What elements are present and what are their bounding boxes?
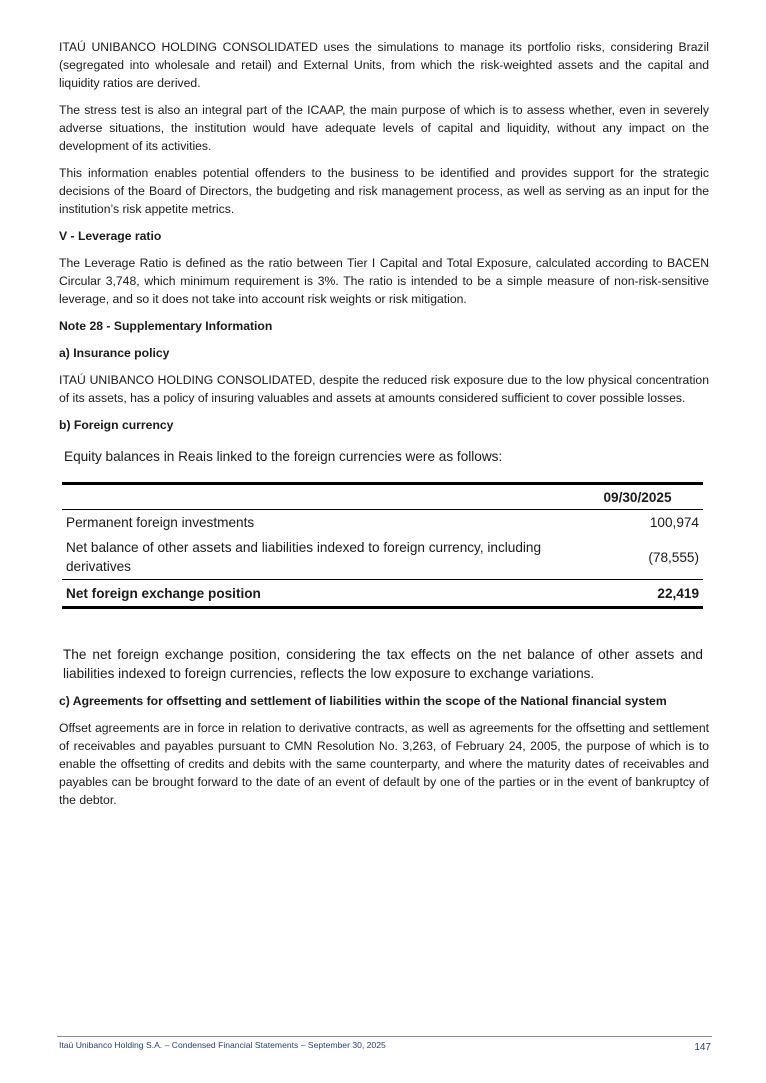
paragraph-equity-balances: Equity balances in Reais linked to the foreign currencies were as follows: [64, 449, 503, 464]
total-value: 22,419 [572, 580, 703, 608]
document-body [59, 38, 709, 818]
heading-insurance-policy: a) Insurance policy [59, 346, 170, 360]
paragraph-offsetting-agreements: Offset agreements are in force in relation to derivative contracts, as well as agreements for the offsetting and settlement of receivables and payables pursuant to CMN Resolution No. 3,263, of February 24, 2005, the purpose of which is to enable the offsetting of credits and debits with the same counterparty, and where the maturity dates of receivables and payables can be brought forward to the date of an event of default by one of the parties or in the event of bankruptcy of the debtor. [59, 721, 709, 807]
paragraph-insurance-policy: ITAÚ UNIBANCO HOLDING CONSOLIDATED, despite the reduced risk exposure due to the low physical concentration of its assets, has a policy of insuring valuables and assets at amounts considered sufficient to cover possible losses. [59, 373, 709, 405]
row-value-net-balance: (78,555) [648, 549, 699, 565]
paragraph-stress-test: The stress test is also an integral part of the ICAAP, the main purpose of which is to assess whether, even in severely adverse situations, the institution would have adequate levels of capital and liquidity, without any impact on the development of its activities. [59, 103, 709, 153]
footer-divider [57, 1036, 712, 1037]
table-row [62, 535, 703, 580]
paragraph-leverage-ratio: The Leverage Ratio is defined as the ratio between Tier I Capital and Total Exposure, calculated according to BACEN Circular 3,748, which minimum requirement is 3%. The ratio is intended to be a simple measure of non-risk-sensitive leverage, and so it does not take into account risk weights or risk mitigation. [59, 256, 709, 306]
paragraph-information: This information enables potential offenders to the business to be identified and provides support for the strategic decisions of the Board of Directors, the budgeting and risk management process, as well as serving as an input for the institution’s risk appetite metrics. [59, 166, 709, 216]
table-header-date: 09/30/2025 [572, 484, 703, 510]
heading-leverage-ratio: V - Leverage ratio [59, 229, 162, 243]
row-label-net-balance: Net balance of other assets and liabilities indexed to foreign currency, including derivatives [66, 540, 542, 574]
table-header-blank [62, 484, 572, 510]
total-label: Net foreign exchange position [62, 580, 572, 608]
paragraph-net-fx-position: The net foreign exchange position, considering the tax effects on the net balance of other assets and liabilities indexed to foreign currencies, reflects the low exposure to exchange variations. [63, 647, 703, 681]
page-number: 147 [694, 1042, 711, 1053]
paragraph-simulations: ITAÚ UNIBANCO HOLDING CONSOLIDATED uses the simulations to manage its portfolio risks, considering Brazil (segregated into wholesale and retail) and External Units, from which the risk-weighted assets and the capital and liquidity ratios are derived. [59, 40, 709, 90]
footer-text: Itaú Unibanco Holding S.A. – Condensed Financial Statements – September 30, 2025 [59, 1040, 386, 1050]
heading-foreign-currency: b) Foreign currency [59, 418, 174, 432]
foreign-currency-table [62, 482, 703, 609]
table-total-row [62, 580, 703, 608]
table-row [62, 510, 703, 536]
row-label-permanent-investments: Permanent foreign investments [66, 515, 255, 530]
heading-note-28: Note 28 - Supplementary Information [59, 319, 273, 333]
heading-offsetting-agreements: c) Agreements for offsetting and settlement of liabilities within the scope of the National financial system [59, 694, 667, 708]
table-header-row [62, 484, 703, 510]
row-value-permanent-investments: 100,974 [649, 515, 699, 530]
